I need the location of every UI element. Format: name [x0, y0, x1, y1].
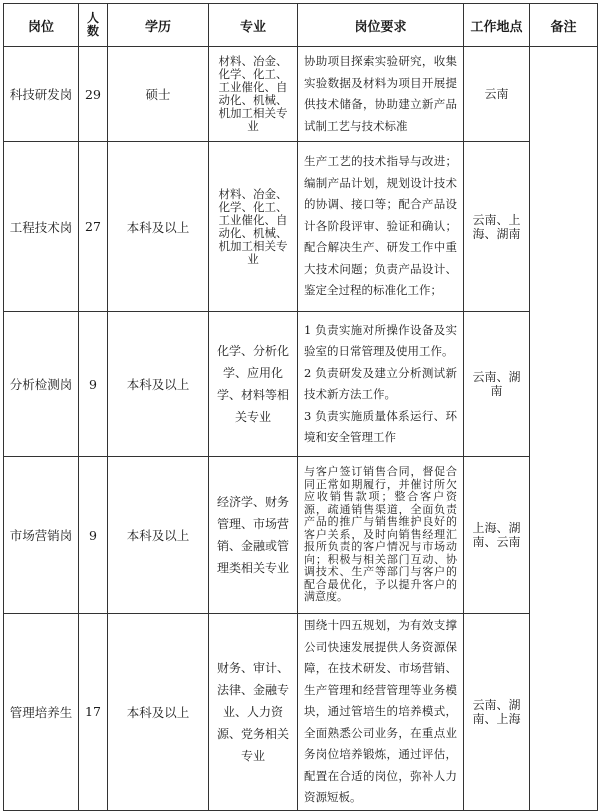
education-cell: 硕士 [108, 47, 209, 142]
major-cell: 化学、分析化学、应用化学、材料等相关专业 [209, 312, 298, 457]
major-cell: 财务、审计、法律、金融专业、人力资源、党务相关专业 [209, 614, 298, 811]
requirements-cell [298, 142, 464, 312]
location-cell: 云南、湖南 [464, 312, 530, 457]
position-cell: 工程技术岗 [4, 142, 79, 312]
header-count [79, 4, 108, 47]
table-row [4, 614, 598, 811]
requirements-cell [298, 614, 464, 811]
header-position: 岗位 [4, 4, 79, 47]
count-cell: 9 [79, 457, 108, 614]
count-cell: 9 [79, 312, 108, 457]
header-education: 学历 [108, 4, 209, 47]
requirement-item: 1 负责实施对所操作设备及实验室的日常管理及使用工作。 [304, 322, 457, 358]
major-cell: 经济学、财务管理、市场营销、金融或管理类相关专业 [209, 457, 298, 614]
table-row [4, 47, 598, 142]
table-row [4, 142, 598, 312]
header-location: 工作地点 [464, 4, 530, 47]
header-remarks: 备注 [530, 4, 598, 47]
location-cell: 云南 [464, 47, 530, 142]
requirement-item: 2 负责研发及建立分析测试新技术新方法工作。 [304, 365, 457, 401]
education-cell: 本科及以上 [108, 614, 209, 811]
header-count-label: 人数 [86, 11, 99, 38]
job-table [3, 3, 598, 811]
major-cell: 材料、冶金、化学、化工、工业催化、自动化、机械、机加工相关专业 [209, 142, 298, 312]
requirement-text: 与客户签订销售合同，督促合同正常如期履行，并催讨所欠应收销售款项；整合客户资源，疏通销售渠道，全面负责产品的推广与销售维护良好的客户关系，及时向销售经理汇报所负责的客户情况与市场动向；积极与相关部门互动、协调技术、生产等部门与客户的配合最优化，予以提升客户的满意度。 [304, 465, 457, 604]
requirement-text: 围绕十四五规划，为有效支撑公司快速发展提供人务资源保障，在技术研发、市场营销、生产管理和经营管理等业务模块，通过管培生的培养模式，全面熟悉公司业务，在重点业务岗位培养锻炼，通过评估，配置在合适的岗位，弥补人力资源短板。 [304, 618, 457, 804]
position-cell: 市场营销岗 [4, 457, 79, 614]
education-cell: 本科及以上 [108, 312, 209, 457]
requirement-text: 协助项目探索实验研究，收集实验数据及材料为项目开展提供技术储备，协助建立新产品试制工艺与技术标准 [304, 54, 457, 133]
table-row [4, 312, 598, 457]
major-cell: 材料、冶金、化学、化工、工业催化、自动化、机械、机加工相关专业 [209, 47, 298, 142]
table-row [4, 457, 598, 614]
requirement-text: 生产工艺的技术指导与改进；编制产品计划，规划设计技术的协调、接口等；配合产品设计各阶段评审、验证和确认；配合解决生产、研发工作中重大技术问题；负责产品设计、鉴定全过程的标准化工作； [304, 154, 457, 298]
count-cell: 17 [79, 614, 108, 811]
requirements-cell [298, 457, 464, 614]
requirements-cell [298, 47, 464, 142]
requirement-item: 3 负责实施质量体系运行、环境和安全管理工作 [304, 408, 457, 444]
header-row [4, 4, 598, 47]
count-cell: 29 [79, 47, 108, 142]
location-cell: 云南、湖南、上海 [464, 614, 530, 811]
remarks-cell [530, 47, 598, 811]
location-cell: 上海、湖南、云南 [464, 457, 530, 614]
position-cell: 分析检测岗 [4, 312, 79, 457]
location-cell: 云南、上海、湖南 [464, 142, 530, 312]
position-cell: 科技研发岗 [4, 47, 79, 142]
count-cell: 27 [79, 142, 108, 312]
header-requirements: 岗位要求 [298, 4, 464, 47]
education-cell: 本科及以上 [108, 457, 209, 614]
requirements-cell [298, 312, 464, 457]
position-cell: 管理培养生 [4, 614, 79, 811]
header-major: 专业 [209, 4, 298, 47]
education-cell: 本科及以上 [108, 142, 209, 312]
